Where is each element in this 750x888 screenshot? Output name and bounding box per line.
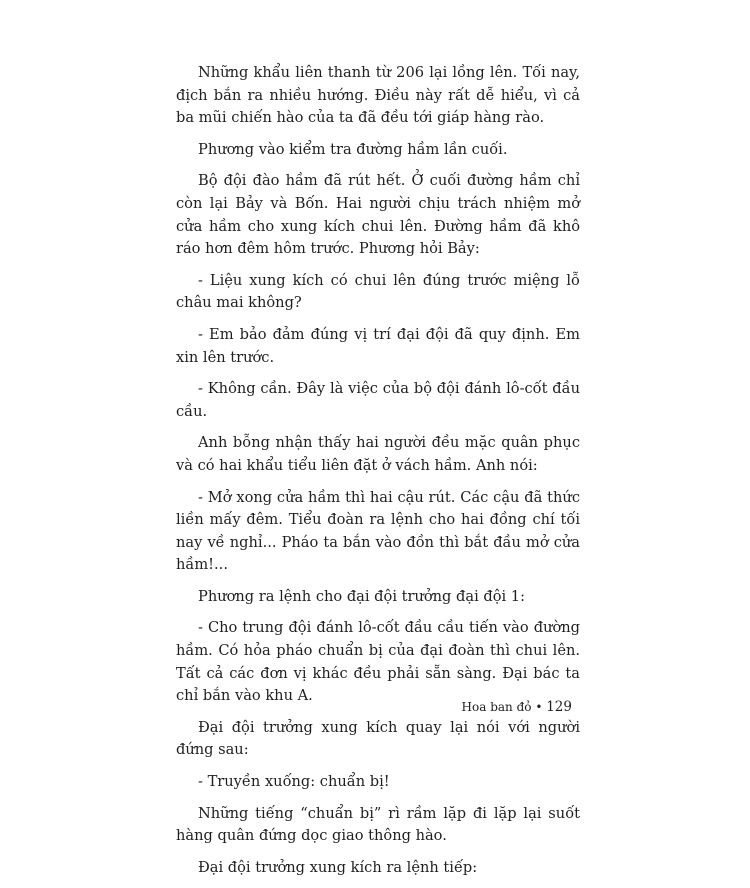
page-number: 129 [546,699,572,715]
paragraph: - Truyền xuống: chuẩn bị! [198,773,390,791]
paragraph: Đại đội trưởng xung kích ra lệnh tiếp: [198,858,478,876]
paragraph: - Liệu xung kích có chui lên đúng trước miệng lỗ châu mai không? [176,271,580,312]
paragraph: Những tiếng “chuẩn bị” rì rầm lặp đi lặp lại suốt hàng quân đứng dọc giao thông hào. [176,804,580,845]
paragraph: Phương vào kiểm tra đường hầm lần cuối. [198,140,508,158]
paragraph: Đại đội trưởng xung kích quay lại nói với người đứng sau: [176,718,580,759]
running-title: Hoa ban đỏ [461,700,532,714]
paragraph: - Em bảo đảm đúng vị trí đại đội đã quy định. Em xin lên trước. [176,325,580,366]
paragraph: - Không cần. Đây là việc của bộ đội đánh lô-cốt đầu cầu. [176,380,580,420]
paragraph: Anh bỗng nhận thấy hai người đều mặc quân phục và có hai khẩu tiểu liên đặt ở vách hầm. Anh nói: [176,434,580,474]
paragraph: - Cho trung đội đánh lô-cốt đầu cầu tiến vào đường hầm. Có hỏa pháo chuẩn bị của đại đoàn thì chui lên. Tất cả các đơn vị khác đều phải sẵn sàng. Đại bác ta chỉ bắn vào khu A. [176,619,580,705]
page-footer [462,699,572,715]
paragraph: Những khẩu liên thanh từ 206 lại lồng lên. Tối nay, địch bắn ra nhiều hướng. Điều này rất dễ hiểu, vì cả ba mũi chiến hào của ta đã đều tới giáp hàng rào. [176,64,580,127]
paragraph: Bộ đội đào hầm đã rút hết. Ở cuối đường hầm chỉ còn lại Bảy và Bốn. Hai người chịu trách nhiệm mở cửa hầm cho xung kích chui lên. Đường hầm đã khô ráo hơn đêm hôm trước. Phương hỏi Bảy: [176,172,580,258]
footer-separator: • [535,700,543,714]
body-text [176,62,580,888]
paragraph: Phương ra lệnh cho đại đội trưởng đại đội 1: [198,587,526,605]
paragraph: - Mở xong cửa hầm thì hai cậu rút. Các cậu đã thức liền mấy đêm. Tiểu đoàn ra lệnh cho hai đồng chí tối nay về nghỉ... Pháo ta bắn vào đồn thì bắt đầu mở cửa hầm!... [176,488,580,574]
